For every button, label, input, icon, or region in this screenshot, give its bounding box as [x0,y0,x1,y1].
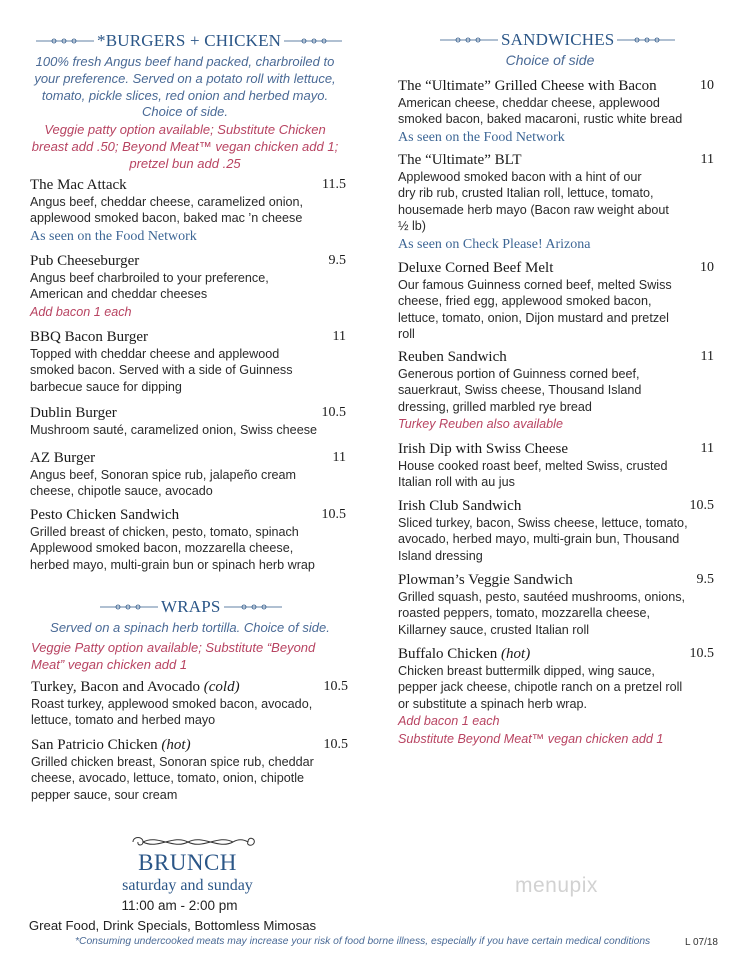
item-description-line: Roast turkey, applewood smoked bacon, avocado, [31,697,313,711]
item-name-text: Turkey, Bacon and Avocado [31,679,204,695]
item-name-text: Pesto Chicken Sandwich [30,507,180,523]
item-description-line: cheese, chipotle sauce, avocado [30,484,213,499]
item-name [31,737,348,754]
item-name-text: Plowman’s Veggie Sandwich [398,572,573,588]
item-qualifier: (hot) [161,737,191,753]
options-line: breast add .50; Beyond Meat™ vegan chicken add 1; [31,138,339,154]
intro-line: 100% fresh Angus beef hand packed, charbroiled to [35,54,335,69]
burgers-options [0,122,370,172]
item-description-line: pepper jack cheese, chipotle ranch on a pretzel roll [398,680,683,695]
item-description-line: roll [398,327,415,342]
scroll-ornament-icon [128,834,258,850]
item-description-line: pepper sauce, sour cream [31,787,178,802]
item-name [398,572,714,589]
item-description-line: lettuce, tomato and herbed mayo [31,713,216,728]
options-line: Veggie Patty option available; Substitute “Beyond [31,640,316,655]
menu-item [30,405,346,438]
item-price: 9.5 [328,253,346,268]
section-title: *BURGERS + CHICKEN [97,31,282,50]
item-name [398,646,714,663]
item-name [398,349,714,366]
item-price: 11 [332,329,346,344]
intro-line: Choice of side [505,52,595,68]
item-name [398,260,714,277]
item-price: 10.5 [689,498,714,513]
item-description-line: Our famous Guinness corned beef, melted Swiss [398,278,672,292]
item-description-line: Grilled squash, pesto, sautéed mushrooms, onions, [398,590,686,604]
item-description-line: Sliced turkey, bacon, Swiss cheese, lettuce, tomato, [398,516,688,530]
item-note: As seen on Check Please! Arizona [398,236,591,252]
item-name [31,679,348,696]
item-description-line: Topped with cheddar cheese and applewood [30,347,280,361]
footer-disclaimer: *Consuming undercooked meats may increase your risk of food borne illness, especially if you have certain medical conditions [75,936,651,947]
brunch-title: BRUNCH [138,850,237,875]
ornament-icon [100,603,158,611]
wraps-options [31,640,351,674]
item-name [30,405,346,422]
item-description-line: roasted peppers, tomato, mozzarella cheese, [398,606,651,621]
ornament-icon [440,36,498,44]
item-description-line: House cooked roast beef, melted Swiss, crusted [398,459,668,473]
ornament-icon [617,36,675,44]
options-line: Meat” vegan chicken add 1 [31,656,188,672]
item-description-line: smoked bacon. Served with a side of Guinness [30,363,293,378]
item-name-text: Deluxe Corned Beef Melt [398,260,554,276]
item-name-text: AZ Burger [30,450,96,466]
item-name-text: Pub Cheeseburger [30,253,140,269]
brunch-days: saturday and sunday [122,877,253,894]
item-description-line: ½ lb) [398,219,426,234]
item-name [398,498,714,515]
item-description-line: housemade herb mayo (Bacon raw weight about [398,202,669,217]
item-price: 11 [700,349,714,364]
intro-line: Choice of side. [142,104,228,120]
item-price: 11.5 [322,177,346,192]
item-price: 10.5 [321,405,346,420]
item-price: 11 [332,450,346,465]
item-name-text: Buffalo Chicken [398,646,502,662]
item-note: As seen on the Food Network [398,129,565,145]
item-name [30,450,346,467]
item-description-line: Island dressing [398,548,483,563]
menu-item [398,349,714,433]
menu-item [30,450,346,500]
item-name-text: Reuben Sandwich [398,349,507,365]
ornament-icon [224,603,282,611]
menu-item [30,329,346,395]
item-description-line: cheese, avocado, lettuce, tomato, onion, chipotle [31,771,305,786]
item-option-note: Substitute Beyond Meat™ vegan chicken add 1 [398,732,664,747]
item-price: 10.5 [323,679,348,694]
item-name [398,152,714,169]
item-description-line: Generous portion of Guinness corned beef, [398,367,640,381]
brunch-specials: Great Food, Drink Specials, Bottomless Mimosas [28,918,317,933]
options-line: pretzel bun add .25 [129,155,241,171]
menu-item [30,253,346,321]
item-description-line: barbecue sauce for dipping [30,379,182,394]
menu-item [398,441,714,491]
item-description-line: Killarney sauce, crusted Italian roll [398,622,590,637]
item-description-line: Grilled chicken breast, Sonoran spice rub, cheddar [31,755,314,769]
burgers-intro [0,54,370,121]
section-title: WRAPS [161,597,221,616]
item-description-line: Grilled breast of chicken, pesto, tomato, spinach [30,525,299,539]
item-price: 9.5 [696,572,714,587]
menu-item [398,646,714,748]
item-price: 11 [700,441,714,456]
item-description-line: herbed mayo, multi-grain bun or spinach herb wrap [30,557,315,572]
ornament-icon [36,37,94,45]
ornament-icon [284,37,342,45]
wraps-intro [0,620,380,637]
item-description-line: Chicken breast buttermilk dipped, wing sauce, [398,664,655,678]
item-description-line: or substitute a spinach herb wrap. [398,696,588,711]
item-name-text: Irish Dip with Swiss Cheese [398,441,568,457]
item-description-line: Angus beef, Sonoran spice rub, jalapeño cream [30,468,297,482]
item-option-note: Add bacon 1 each [398,714,500,729]
item-qualifier: (hot) [501,646,531,662]
item-price: 10.5 [323,737,348,752]
intro-line: your preference. Served on a potato roll with lettuce, [34,70,336,86]
wraps-heading [100,597,282,617]
item-description-line: Angus beef charbroiled to your preference, [30,271,269,285]
item-description-line: sauerkraut, Swiss cheese, Thousand Island [398,383,642,398]
item-name [30,177,346,194]
item-price: 10.5 [321,507,346,522]
item-price: 10 [700,260,714,275]
item-name-text: The “Ultimate” BLT [398,152,522,168]
item-description-line: dressing, grilled marbled rye bread [398,399,592,414]
menu-item [398,78,714,147]
sandwiches-intro [400,52,700,69]
item-name-text: Dublin Burger [30,405,117,421]
item-description-line: American and cheddar cheeses [30,287,208,302]
item-description-line: Angus beef, cheddar cheese, caramelized onion, [30,195,304,209]
item-name [30,253,346,270]
item-name [398,78,714,95]
item-name-text: San Patricio Chicken [31,737,162,753]
menu-item [31,737,348,803]
item-description-line: cheese, fried egg, applewood smoked bacon, [398,294,652,309]
item-description-line: lettuce, tomato, onion, Dijon mustard and pretzel [398,310,669,325]
item-name [30,507,346,524]
item-name [398,441,714,458]
watermark-logo: menupix [515,874,598,897]
item-description-line: American cheese, cheddar cheese, applewood [398,96,660,110]
options-line: Veggie patty option available; Substitute Chicken [44,122,326,137]
footer-code: L 07/18 [685,937,718,948]
item-option-note: Turkey Reuben also available [398,417,563,432]
item-note: As seen on the Food Network [30,228,197,244]
item-description-line: Italian roll with au jus [398,475,515,490]
menu-item [398,260,714,343]
item-price: 10 [700,78,714,93]
item-price: 10.5 [689,646,714,661]
item-description-line: Applewood smoked bacon with a hint of our [398,170,642,184]
item-description-line: Applewood smoked bacon, mozzarella cheese, [30,541,294,556]
item-option-note: Add bacon 1 each [30,304,132,319]
menu-item [31,679,348,729]
item-description-line: avocado, herbed mayo, multi-grain bun, Thousand [398,532,680,547]
item-name-text: Irish Club Sandwich [398,498,522,514]
item-price: 11 [700,152,714,167]
item-description-line: smoked bacon, baked macaroni, rustic white bread [398,112,683,127]
item-name-text: BBQ Bacon Burger [30,329,149,345]
menu-item [398,498,714,564]
item-qualifier: (cold) [203,679,240,695]
section-title: SANDWICHES [501,30,615,49]
item-name-text: The “Ultimate” Grilled Cheese with Bacon [398,78,657,94]
intro-line: tomato, pickle slices, red onion and herbed mayo. [41,87,329,103]
intro-line: Served on a spinach herb tortilla. Choice of side. [50,620,330,635]
menu-item [398,572,714,638]
menu-item [30,177,346,246]
menu-item [398,152,714,254]
item-description-line: applewood smoked bacon, baked mac ’n cheese [30,211,303,226]
brunch-hours: 11:00 am - 2:00 pm [121,898,238,913]
burgers-heading [36,31,342,51]
item-description-line: dry rib rub, crusted Italian roll, lettuce, tomato, [398,186,654,201]
sandwiches-heading [440,30,675,50]
menu-item [30,507,346,573]
item-name [30,329,346,346]
item-description-line: Mushroom sauté, caramelized onion, Swiss cheese [30,423,317,437]
item-name-text: The Mac Attack [30,177,127,193]
